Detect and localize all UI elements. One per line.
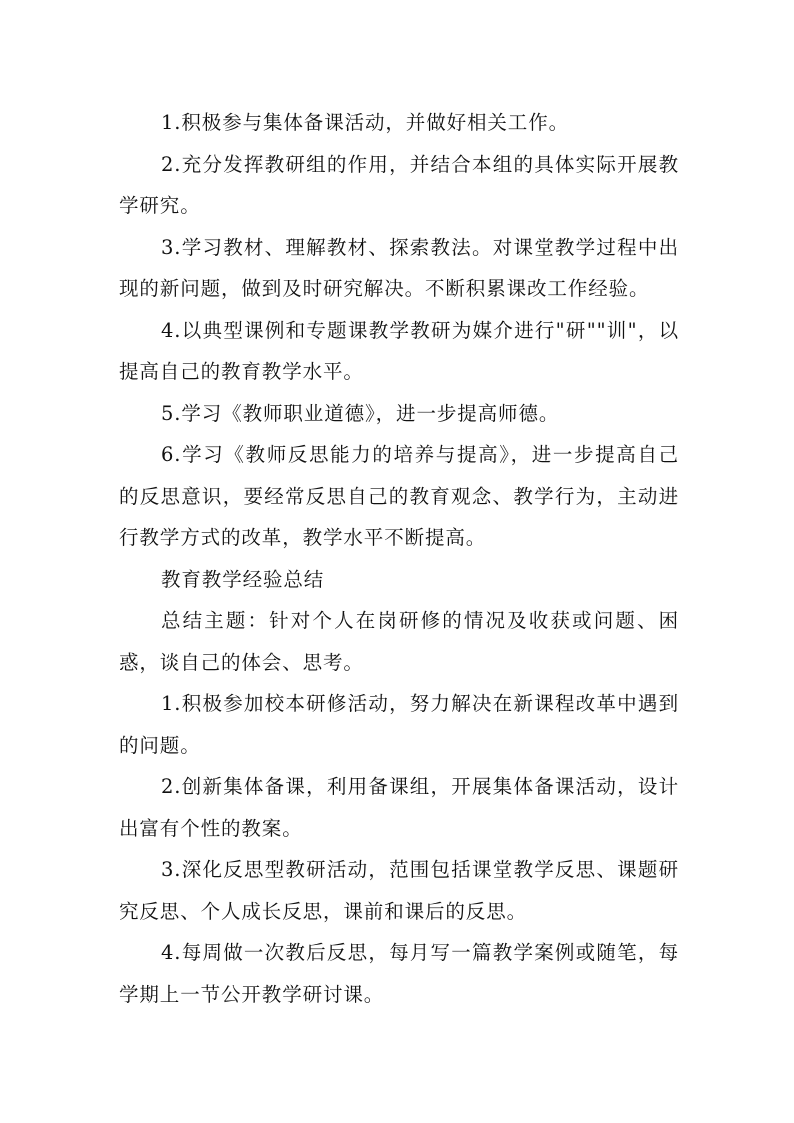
paragraph-1: 1.积极参与集体备课活动，并做好相关工作。 <box>161 111 570 134</box>
paragraph-8: 2.创新集体备课，利用备课组，开展集体备课活动，设计出富有个性的教案。 <box>119 775 679 840</box>
paragraph-4: 4.以典型课例和专题课教学教研为媒介进行"研""训"，以提高自己的教育教学水平。 <box>119 318 679 383</box>
summary-theme: 总结主题：针对个人在岗研修的情况及收获或问题、困惑，谈自己的体会、思考。 <box>119 609 679 674</box>
paragraph-2: 2.充分发挥教研组的作用，并结合本组的具体实际开展教学研究。 <box>119 152 679 217</box>
paragraph-5: 5.学习《教师职业道德》，进一步提高师德。 <box>161 401 560 425</box>
paragraph-10: 4.每周做一次教后反思，每月写一篇教学案例或随笔，每学期上一节公开教学研讨课。 <box>119 941 679 1006</box>
paragraph-3: 3.学习教材、理解教材、探索教法。对课堂教学过程中出现的新问题，做到及时研究解决。不断积累课改工作经验。 <box>119 235 679 300</box>
paragraph-6: 6.学习《教师反思能力的培养与提高》，进一步提高自己的反思意识，要经常反思自己的教育观念、教学行为，主动进行教学方式的改革，教学水平不断提高。 <box>119 443 679 549</box>
paragraph-9: 3.深化反思型教研活动，范围包括课堂教学反思、课题研究反思、个人成长反思，课前和课后的反思。 <box>119 858 679 923</box>
section-heading: 教育教学经验总结 <box>161 567 325 591</box>
document-body <box>119 102 679 1015</box>
paragraph-7: 1.积极参加校本研修活动，努力解决在新课程改革中遇到的问题。 <box>119 692 679 757</box>
